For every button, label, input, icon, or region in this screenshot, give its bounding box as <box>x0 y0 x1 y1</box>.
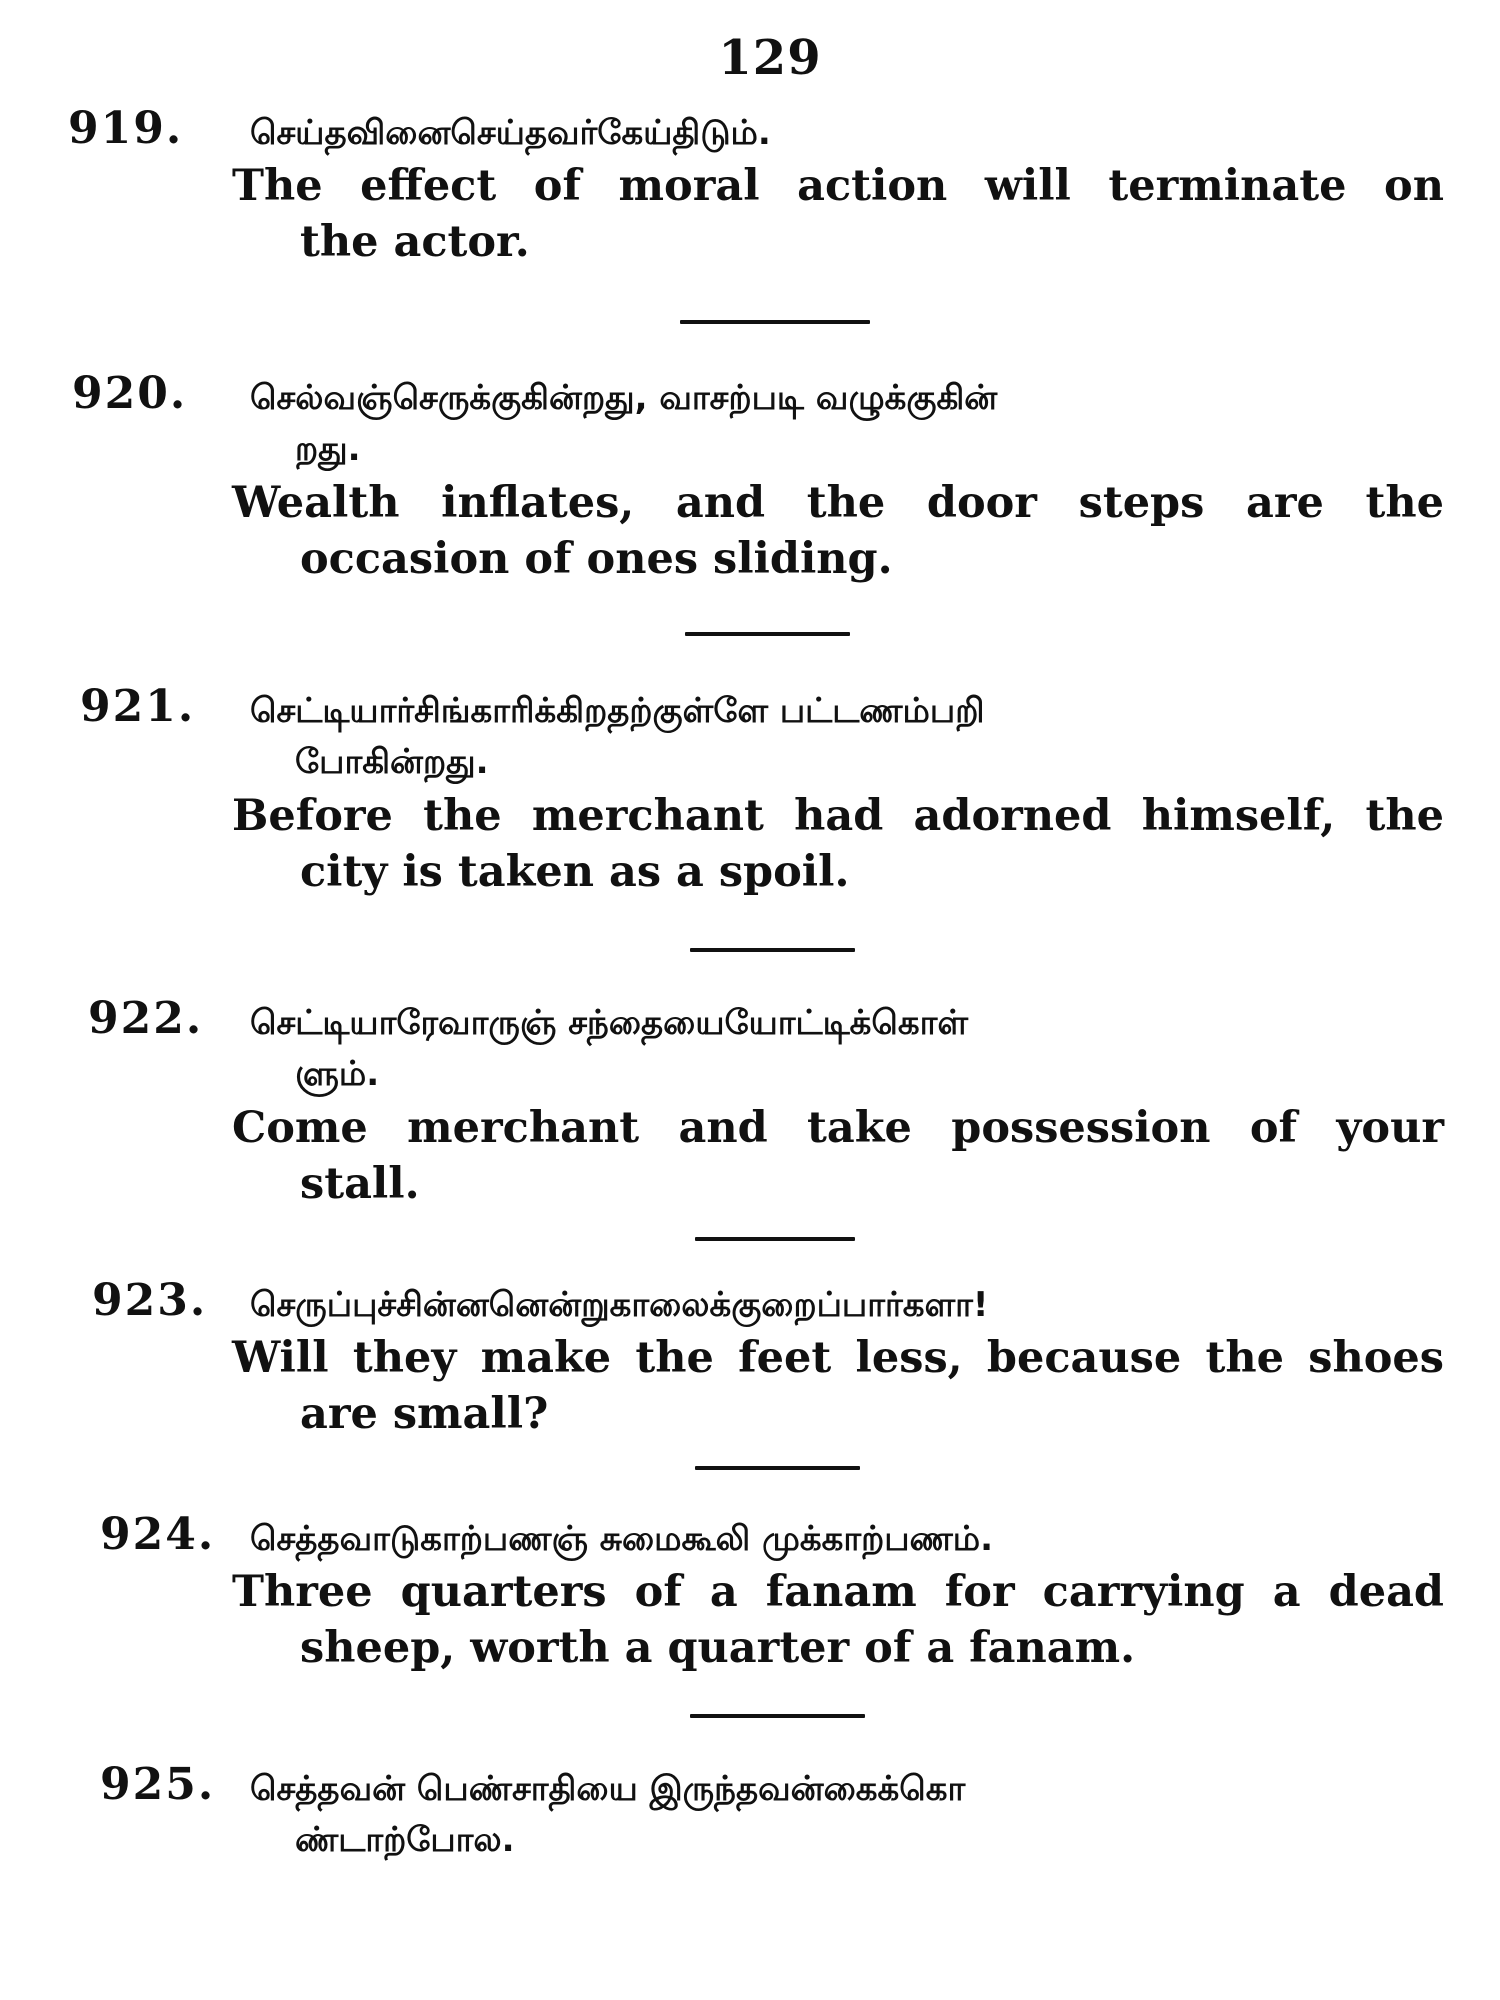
english-translation <box>232 1100 1444 1212</box>
tamil-proverb: செய்தவினைசெய்தவர்கேய்திடும். <box>250 113 771 153</box>
proverb-entry <box>0 678 1500 900</box>
translation-line: Wealth inflates, and the door steps are the <box>232 478 1444 528</box>
separator-rule <box>690 948 855 952</box>
proverb-entry <box>0 1756 1500 1866</box>
entry-number: 920. <box>72 368 188 419</box>
tamil-proverb-continuation: ண்டாற்போல. <box>295 1820 515 1860</box>
tamil-proverb: செட்டியாரேவாருஞ் சந்தையையோட்டிக்கொள் <box>250 1003 969 1043</box>
translation-line: sheep, worth a quarter of a fanam. <box>300 1623 1136 1673</box>
proverb-entry <box>0 365 1500 587</box>
translation-line: Before the merchant had adorned himself, the <box>232 791 1444 841</box>
entry-head <box>0 100 1500 158</box>
entry-number: 923. <box>92 1275 208 1326</box>
translation-line: the actor. <box>300 217 530 267</box>
tamil-proverb-continuation: ளும். <box>295 1054 380 1094</box>
page-number: 129 <box>718 30 822 86</box>
english-translation <box>232 475 1444 587</box>
translation-line: Will they make the feet less, because the shoes <box>232 1333 1444 1383</box>
translation-line: Three quarters of a fanam for carrying a dead <box>232 1567 1444 1617</box>
tamil-proverb: செல்வஞ்செருக்குகின்றது, வாசற்படி வழுக்குகின் <box>250 378 998 418</box>
proverb-entry <box>0 1272 1500 1442</box>
english-translation <box>232 788 1444 900</box>
proverb-entry <box>0 100 1500 270</box>
separator-rule <box>680 320 870 324</box>
separator-rule <box>690 1714 865 1718</box>
proverb-entry <box>0 1506 1500 1676</box>
english-translation <box>232 158 1444 270</box>
translation-line: occasion of ones sliding. <box>300 534 893 584</box>
tamil-proverb-continuation: போகின்றது. <box>295 742 489 782</box>
entry-head <box>0 1756 1500 1814</box>
tamil-proverb: செருப்புச்சின்னனென்றுகாலைக்குறைப்பார்களா! <box>250 1285 989 1325</box>
translation-line: The effect of moral action will terminate on <box>232 161 1444 211</box>
separator-rule <box>685 632 850 636</box>
entry-number: 922. <box>88 993 204 1044</box>
tamil-proverb-continuation: றது. <box>295 429 361 469</box>
entry-head <box>0 990 1500 1048</box>
separator-rule <box>695 1466 860 1470</box>
translation-line: are small? <box>300 1389 549 1439</box>
tamil-proverb: செத்தவன் பெண்சாதியை இருந்தவன்கைக்கொ <box>250 1769 966 1809</box>
translation-line: stall. <box>300 1159 420 1209</box>
english-translation <box>232 1330 1444 1442</box>
separator-rule <box>695 1237 855 1241</box>
proverb-entry <box>0 990 1500 1212</box>
translation-line: Come merchant and take possession of your <box>232 1103 1444 1153</box>
entry-number: 919. <box>68 103 184 154</box>
entry-head <box>0 1506 1500 1564</box>
tamil-proverb: செட்டியார்சிங்காரிக்கிறதற்குள்ளே பட்டணம்பறி <box>250 691 985 731</box>
entry-head <box>0 678 1500 736</box>
english-translation <box>232 1564 1444 1676</box>
tamil-proverb: செத்தவாடுகாற்பணஞ் சுமைகூலி முக்காற்பணம். <box>250 1519 994 1559</box>
entry-number: 924. <box>100 1509 216 1560</box>
translation-line: city is taken as a spoil. <box>300 847 850 897</box>
entry-head <box>0 365 1500 423</box>
entry-number: 921. <box>80 681 196 732</box>
entry-number: 925. <box>100 1759 216 1810</box>
entry-head <box>0 1272 1500 1330</box>
